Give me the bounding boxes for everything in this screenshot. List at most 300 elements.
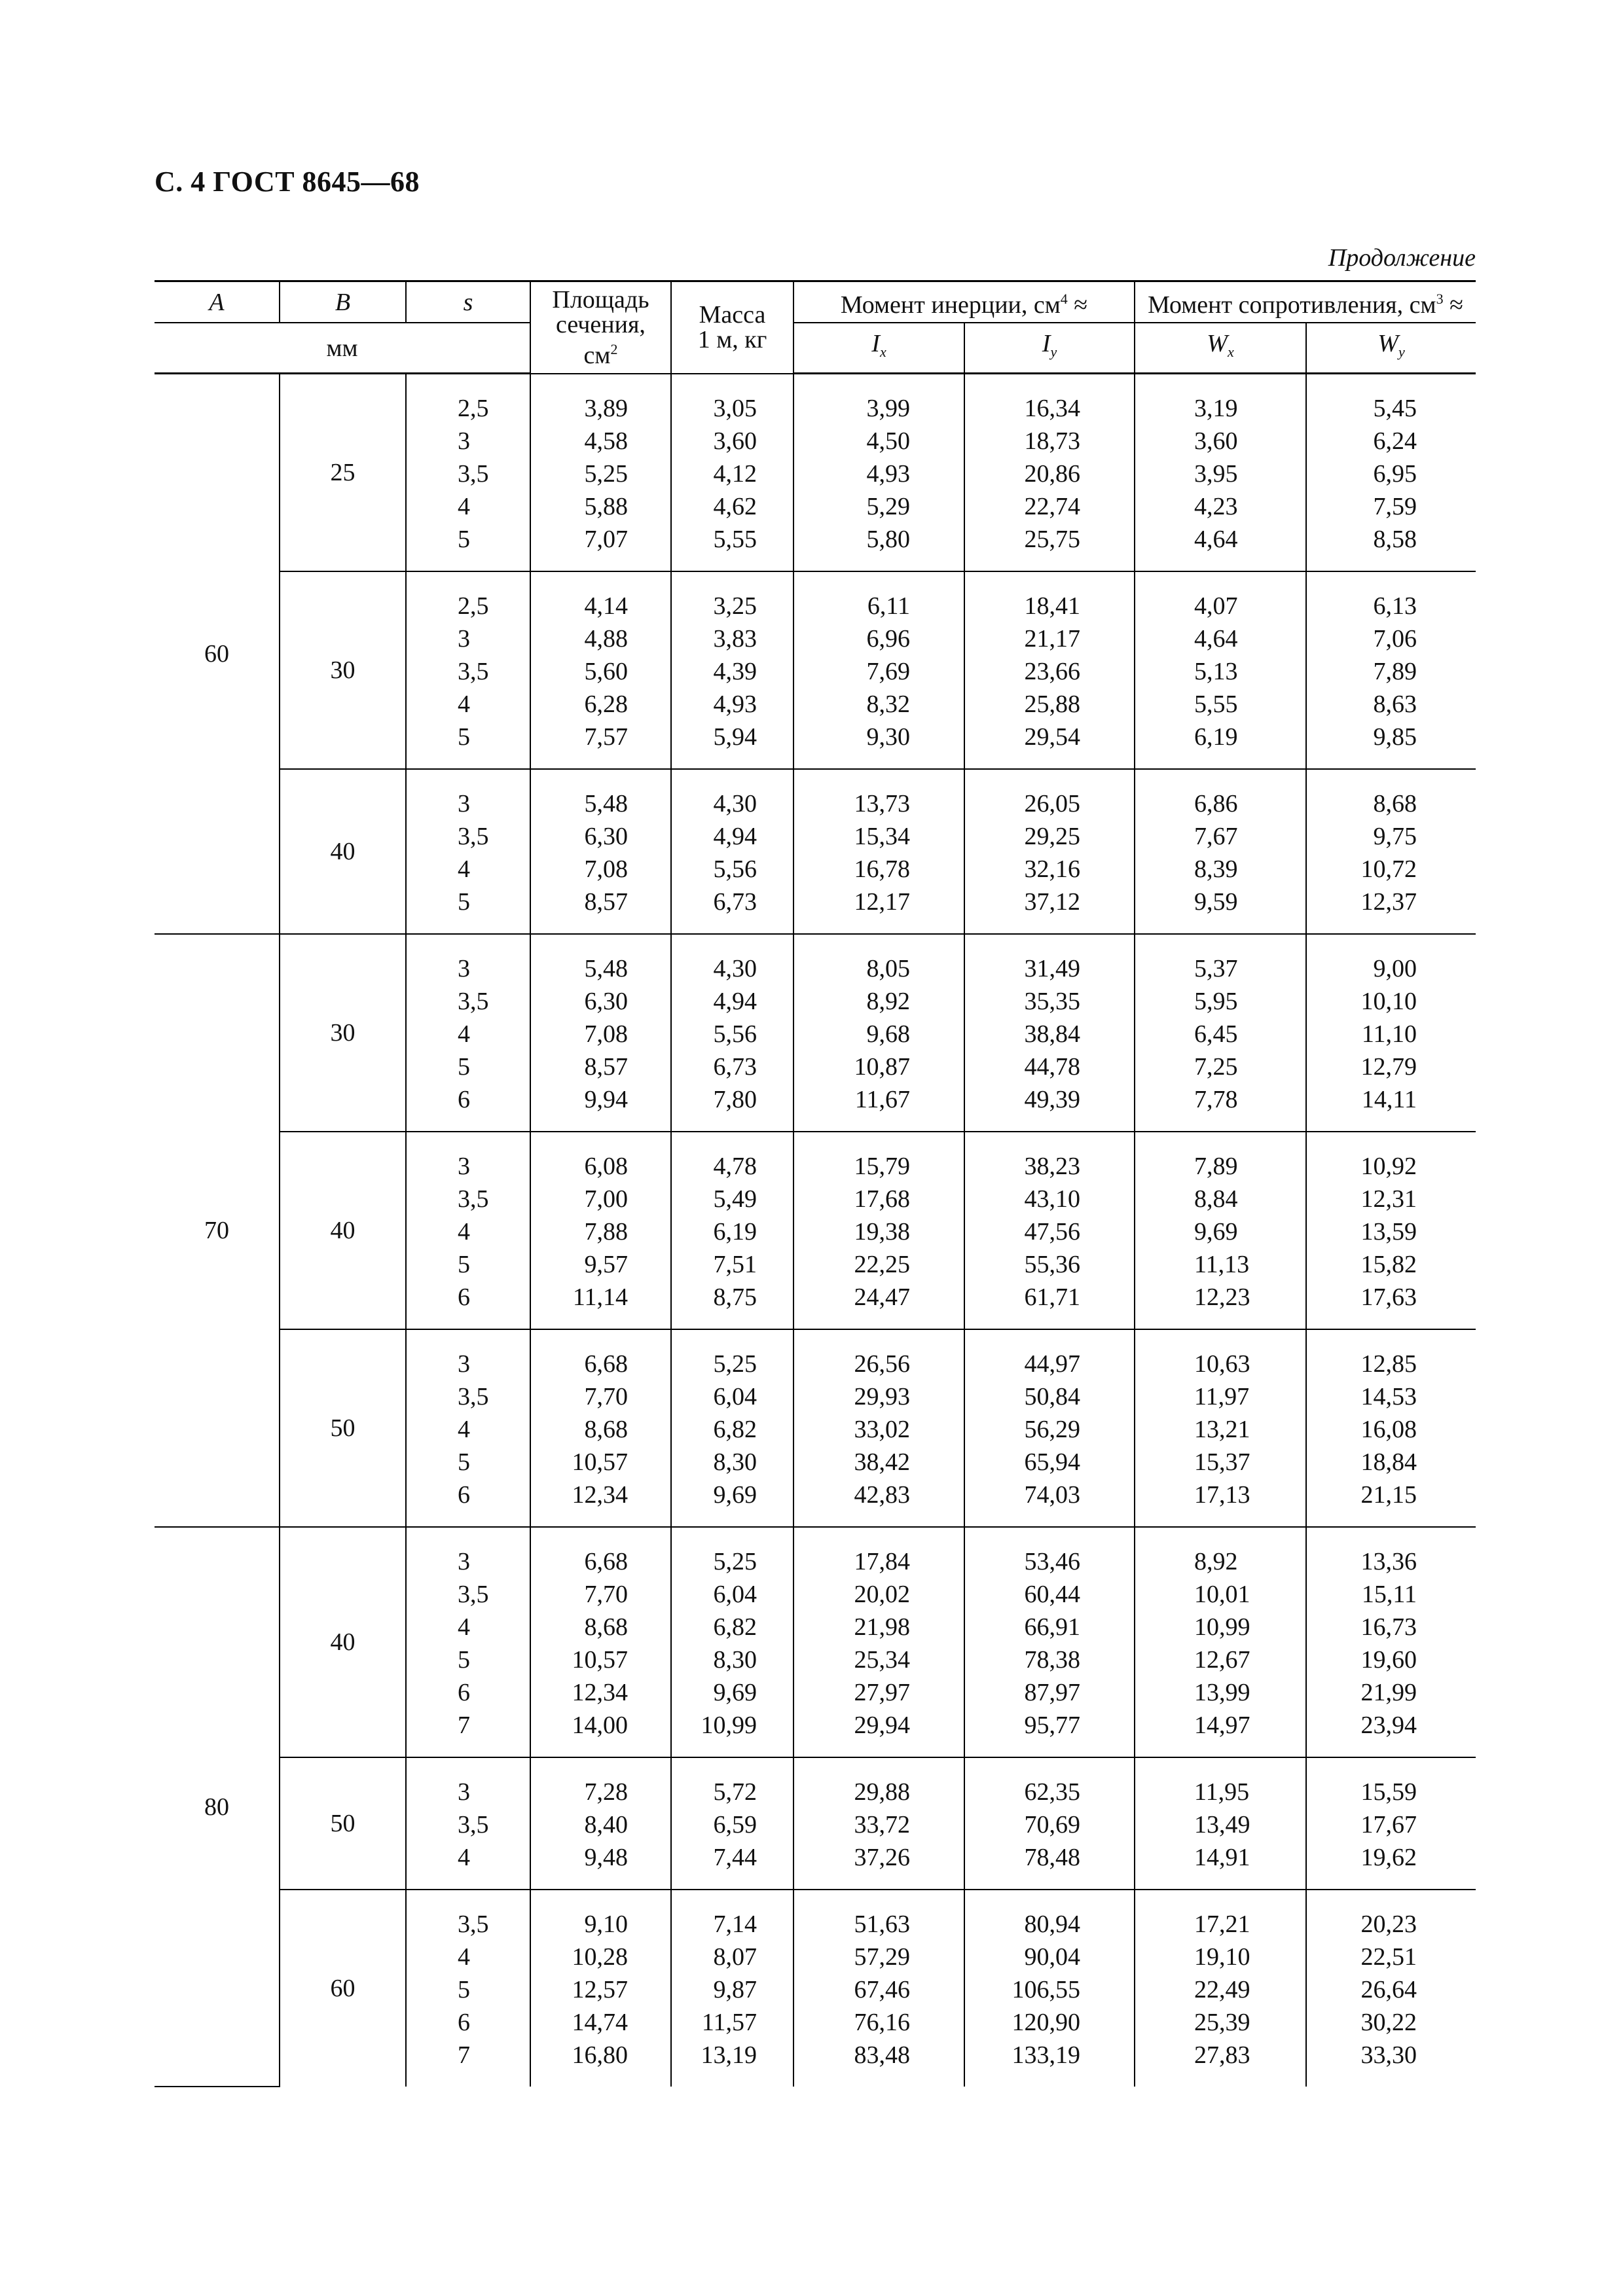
cell-value: 8,68 (584, 1613, 628, 1641)
cell-value: 10,99 (1194, 1613, 1250, 1641)
cell-b: 30 (280, 934, 406, 1132)
cell-value: 6,30 (584, 988, 628, 1015)
table-row-group (155, 1329, 1476, 1527)
cell-value: 3,5 (458, 1581, 489, 1608)
cell-area (530, 1890, 671, 2087)
header-resistance-suffix: ≈ (1443, 291, 1463, 319)
cell-wy (1306, 571, 1476, 769)
cell-value: 7,89 (1194, 1153, 1238, 1180)
cell-value: 120,90 (1012, 2009, 1081, 2036)
cell-value: 7,89 (1373, 658, 1417, 685)
cell-value: 25,34 (854, 1646, 910, 1674)
cell-area (530, 769, 671, 934)
cell-value: 6,30 (584, 823, 628, 850)
cell-value: 16,80 (572, 2041, 628, 2069)
cell-value: 7 (458, 2041, 470, 2069)
header-units: мм (155, 323, 530, 374)
cell-value: 13,59 (1360, 1218, 1417, 1246)
cell-value: 9,69 (713, 1481, 757, 1509)
cell-value: 4,12 (713, 459, 757, 488)
cell-value: 9,59 (1194, 888, 1238, 916)
cell-value: 14,00 (572, 1712, 628, 1739)
cell-value: 22,74 (1024, 493, 1081, 520)
cell-value: 13,99 (1194, 1679, 1250, 1706)
cell-value: 35,35 (1024, 988, 1081, 1015)
cell-s (406, 374, 530, 572)
cell-value: 7,70 (584, 1383, 628, 1410)
cell-value: 9,87 (713, 1976, 757, 2003)
cell-value: 66,91 (1024, 1613, 1081, 1641)
continuation-label: Продолжение (1328, 244, 1476, 272)
cell-value: 15,37 (1194, 1448, 1250, 1476)
cell-value: 5,80 (866, 526, 910, 553)
cell-area (530, 1757, 671, 1890)
cell-value: 62,35 (1024, 1778, 1081, 1806)
cell-value: 10,01 (1194, 1581, 1250, 1608)
cell-value: 14,91 (1194, 1844, 1250, 1871)
cell-value: 3 (458, 1153, 470, 1180)
cell-iy (964, 571, 1135, 769)
cell-value: 3,5 (458, 1185, 489, 1213)
cell-value: 12,79 (1360, 1053, 1417, 1081)
header-wx-sub: x (1227, 344, 1234, 360)
cell-mass (671, 1132, 793, 1329)
cell-value: 78,38 (1024, 1646, 1081, 1674)
header-area-exp: 2 (610, 340, 618, 357)
cell-value: 95,77 (1024, 1712, 1081, 1739)
cell-value: 15,34 (854, 823, 910, 850)
cell-value: 5,25 (713, 1350, 757, 1378)
cell-value: 8,07 (713, 1943, 757, 1971)
cell-value: 19,60 (1360, 1646, 1417, 1674)
table-row-group (155, 1890, 1476, 2087)
cell-ix (793, 769, 964, 934)
cell-s (406, 571, 530, 769)
cell-value: 17,67 (1360, 1811, 1417, 1839)
cell-value: 8,32 (866, 691, 910, 718)
cell-value: 12,23 (1194, 1283, 1250, 1311)
cell-b: 60 (280, 1890, 406, 2087)
cell-value: 33,02 (854, 1416, 910, 1443)
cell-value: 25,39 (1194, 2009, 1250, 2036)
cell-value: 60,44 (1024, 1581, 1081, 1608)
cell-value: 11,13 (1194, 1251, 1250, 1278)
cell-value: 29,93 (854, 1383, 910, 1410)
cell-value: 8,57 (584, 888, 628, 916)
table-row-group (155, 769, 1476, 934)
cell-s (406, 1132, 530, 1329)
cell-value: 17,63 (1360, 1283, 1417, 1311)
header-wy-symbol: W (1377, 330, 1398, 357)
cell-value: 4,39 (713, 658, 757, 685)
cell-value: 13,36 (1360, 1548, 1417, 1575)
cell-value: 4,94 (713, 988, 757, 1015)
cell-area (530, 934, 671, 1132)
cell-wy (1306, 1890, 1476, 2087)
cell-value: 12,57 (572, 1976, 628, 2003)
cell-value: 5,72 (713, 1778, 757, 1806)
cell-value: 7,00 (584, 1185, 628, 1213)
cell-value: 6 (458, 1086, 470, 1113)
cell-value: 37,12 (1024, 888, 1081, 916)
cell-value: 9,00 (1373, 955, 1417, 982)
cell-mass (671, 571, 793, 769)
cell-value: 4 (458, 691, 470, 718)
cell-value: 4,78 (713, 1153, 757, 1180)
cell-value: 70,69 (1024, 1811, 1081, 1839)
cell-value: 4,58 (584, 427, 628, 455)
cell-value: 12,85 (1360, 1350, 1417, 1378)
cell-value: 6,04 (713, 1581, 757, 1608)
cell-value: 5,49 (713, 1185, 757, 1213)
cell-value: 12,34 (572, 1481, 628, 1509)
cell-value: 74,03 (1024, 1481, 1081, 1509)
cell-value: 3 (458, 625, 470, 653)
cell-wx (1135, 571, 1306, 769)
cell-value: 5,88 (584, 492, 628, 520)
cell-value: 16,73 (1360, 1613, 1417, 1641)
cell-value: 7,78 (1194, 1086, 1238, 1113)
cell-value: 11,10 (1361, 1020, 1417, 1048)
header-resistance-label: Момент сопротивления, см (1148, 291, 1436, 319)
cell-value: 16,78 (854, 855, 910, 883)
cell-value: 4,30 (713, 955, 757, 982)
table-row-group (155, 934, 1476, 1132)
cell-value: 7,88 (584, 1218, 628, 1246)
cell-wx (1135, 374, 1306, 572)
header-iy-symbol: I (1042, 330, 1051, 357)
cell-value: 11,97 (1194, 1383, 1250, 1410)
cell-value: 6,11 (867, 592, 910, 620)
cell-value: 3 (458, 1350, 470, 1378)
cell-value: 8,84 (1194, 1185, 1238, 1213)
header-wy-sub: y (1398, 344, 1405, 360)
cell-value: 29,88 (854, 1778, 910, 1806)
cell-value: 26,56 (854, 1350, 910, 1378)
cell-value: 133,19 (1012, 2041, 1081, 2069)
page-header: С. 4 ГОСТ 8645—68 (155, 166, 420, 198)
cell-value: 5,25 (713, 1548, 757, 1575)
cell-value: 5,48 (584, 955, 628, 982)
cell-value: 90,04 (1024, 1943, 1081, 1971)
cell-iy (964, 934, 1135, 1132)
cell-area (530, 374, 671, 572)
cell-value: 9,30 (866, 723, 910, 751)
cell-value: 5,37 (1194, 955, 1238, 982)
cell-value: 8,63 (1373, 691, 1417, 718)
cell-value: 7,08 (584, 1020, 628, 1048)
cell-value: 7,25 (1194, 1053, 1238, 1081)
cell-ix (793, 1527, 964, 1757)
header-mass (671, 281, 793, 374)
cell-value: 7,69 (866, 658, 910, 685)
cell-value: 7,14 (713, 1910, 757, 1938)
cell-wy (1306, 1329, 1476, 1527)
cell-value: 11,57 (701, 2009, 757, 2036)
header-inertia-suffix: ≈ (1067, 291, 1088, 319)
cell-value: 5 (458, 1251, 470, 1278)
cell-iy (964, 1132, 1135, 1329)
cell-value: 6 (458, 1283, 470, 1311)
cell-value: 9,69 (713, 1679, 757, 1706)
cell-wx (1135, 1757, 1306, 1890)
cell-b: 40 (280, 769, 406, 934)
cell-wx (1135, 1527, 1306, 1757)
cell-value: 4,94 (713, 823, 757, 850)
header-ix (793, 323, 964, 374)
cell-value: 15,82 (1360, 1251, 1417, 1278)
table-row-group (155, 571, 1476, 769)
cell-value: 12,34 (572, 1679, 628, 1706)
cell-value: 10,57 (572, 1448, 628, 1476)
cell-wx (1135, 934, 1306, 1132)
cell-value: 53,46 (1024, 1548, 1081, 1575)
cell-value: 12,37 (1360, 888, 1417, 916)
cell-value: 9,85 (1373, 723, 1417, 751)
cell-value: 106,55 (1012, 1976, 1081, 2003)
cell-value: 3,5 (458, 1910, 489, 1938)
cell-value: 3 (458, 790, 470, 817)
table-header (155, 281, 1476, 374)
cell-value: 2,5 (458, 592, 489, 620)
cell-value: 21,99 (1360, 1679, 1417, 1706)
cell-value: 3,5 (458, 1811, 489, 1839)
cell-value: 78,48 (1024, 1844, 1081, 1871)
cell-value: 32,16 (1024, 855, 1081, 883)
cell-value: 6 (458, 1481, 470, 1509)
cell-b: 50 (280, 1757, 406, 1890)
cell-value: 10,87 (854, 1053, 910, 1081)
cell-value: 7,44 (713, 1844, 757, 1871)
cell-value: 65,94 (1024, 1448, 1081, 1476)
header-a: A (155, 281, 280, 323)
cell-value: 4,23 (1194, 493, 1238, 520)
cell-value: 3 (458, 427, 470, 455)
cell-value: 83,48 (854, 2041, 910, 2069)
cell-value: 80,94 (1024, 1910, 1081, 1938)
cell-value: 8,68 (1373, 790, 1417, 817)
table-row-group (155, 1757, 1476, 1890)
cell-value: 4 (458, 1844, 470, 1871)
cell-iy (964, 1527, 1135, 1757)
cell-iy (964, 769, 1135, 934)
cell-value: 38,23 (1024, 1153, 1081, 1180)
cell-value: 7,80 (713, 1086, 757, 1113)
cell-value: 14,53 (1360, 1383, 1417, 1410)
cell-value: 6,82 (713, 1416, 757, 1443)
header-mass-label: Масса (699, 301, 766, 329)
cell-mass (671, 1757, 793, 1890)
cell-value: 38,42 (854, 1448, 910, 1476)
cell-iy (964, 1329, 1135, 1527)
cell-value: 6 (458, 2009, 470, 2036)
cell-value: 14,97 (1194, 1712, 1250, 1739)
table-body (155, 374, 1476, 2087)
cell-value: 10,10 (1360, 988, 1417, 1015)
cell-value: 7,28 (584, 1778, 628, 1806)
cell-value: 5,29 (866, 493, 910, 520)
cell-value: 22,49 (1194, 1976, 1250, 2003)
cell-value: 3,60 (1194, 427, 1238, 455)
cell-value: 5 (458, 1448, 470, 1476)
cell-value: 29,25 (1024, 823, 1081, 850)
cell-area (530, 571, 671, 769)
cell-wy (1306, 1132, 1476, 1329)
cell-iy (964, 1890, 1135, 2087)
cell-value: 6,08 (584, 1153, 628, 1180)
cell-value: 4,93 (866, 460, 910, 488)
header-ix-symbol: I (871, 330, 880, 357)
cell-value: 6,24 (1373, 427, 1417, 455)
cell-b: 50 (280, 1329, 406, 1527)
cell-value: 5 (458, 526, 470, 553)
table-row-group (155, 1132, 1476, 1329)
cell-value: 9,10 (584, 1910, 628, 1938)
cell-value: 4 (458, 855, 470, 883)
cell-value: 4 (458, 1020, 470, 1048)
cell-value: 6,73 (713, 888, 757, 916)
cell-value: 13,49 (1194, 1811, 1250, 1839)
cell-value: 57,29 (854, 1943, 910, 1971)
cell-value: 3,5 (458, 823, 489, 850)
cell-iy (964, 374, 1135, 572)
cell-value: 18,73 (1024, 427, 1081, 455)
header-iy (964, 323, 1135, 374)
cell-s (406, 1527, 530, 1757)
cell-value: 6,04 (713, 1383, 757, 1410)
cell-value: 14,74 (572, 2009, 628, 2036)
cell-value: 5 (458, 888, 470, 916)
cell-area (530, 1132, 671, 1329)
cell-value: 7,70 (584, 1581, 628, 1608)
cell-s (406, 1890, 530, 2087)
cell-value: 33,30 (1360, 2041, 1417, 2069)
cell-mass (671, 1890, 793, 2087)
cell-value: 4,14 (584, 592, 628, 620)
header-wy (1306, 323, 1476, 374)
cell-value: 5,55 (1194, 691, 1238, 718)
cell-value: 4,64 (1194, 526, 1238, 553)
table-row-group (155, 1527, 1476, 1757)
cell-value: 3,5 (458, 658, 489, 685)
cell-mass (671, 1329, 793, 1527)
cell-value: 56,29 (1024, 1416, 1081, 1443)
cell-value: 6,73 (713, 1053, 757, 1081)
cell-value: 18,84 (1360, 1448, 1417, 1476)
cell-mass (671, 769, 793, 934)
cell-value: 6,96 (866, 625, 910, 653)
cell-value: 22,51 (1360, 1943, 1417, 1971)
cell-value: 3,83 (713, 625, 757, 653)
header-iy-sub: y (1050, 344, 1057, 360)
cell-value: 37,26 (854, 1844, 910, 1871)
cell-value: 4,64 (1194, 625, 1238, 653)
cell-value: 21,17 (1024, 625, 1081, 653)
cell-value: 87,97 (1024, 1679, 1081, 1706)
cell-wx (1135, 1890, 1306, 2087)
header-area-label: Площадь сечения, (552, 285, 649, 338)
header-b: B (280, 281, 406, 323)
cell-value: 6,95 (1373, 460, 1417, 488)
cell-value: 25,88 (1024, 691, 1081, 718)
cell-value: 17,68 (854, 1185, 910, 1213)
cell-value: 42,83 (854, 1481, 910, 1509)
cell-value: 11,67 (854, 1086, 910, 1113)
cell-mass (671, 1527, 793, 1757)
cell-value: 5 (458, 723, 470, 751)
cell-value: 8,30 (713, 1646, 757, 1674)
cell-value: 6,59 (713, 1811, 757, 1839)
cell-value: 10,28 (572, 1943, 628, 1971)
cell-value: 7,06 (1373, 625, 1417, 653)
cell-value: 9,75 (1373, 823, 1417, 850)
cell-value: 27,97 (854, 1679, 910, 1706)
cell-value: 8,39 (1194, 855, 1238, 883)
cell-value: 8,68 (584, 1416, 628, 1443)
cell-value: 25,75 (1024, 526, 1081, 553)
cell-value: 7,08 (584, 855, 628, 883)
cell-value: 38,84 (1024, 1020, 1081, 1048)
cell-value: 3,25 (713, 592, 757, 620)
header-inertia (793, 281, 1135, 323)
cell-value: 5,56 (713, 1020, 757, 1048)
cell-value: 15,59 (1360, 1778, 1417, 1806)
cell-value: 4,93 (713, 691, 757, 718)
cell-value: 17,84 (854, 1548, 910, 1575)
cell-value: 8,05 (866, 955, 910, 982)
cell-wy (1306, 934, 1476, 1132)
cell-value: 15,11 (1361, 1581, 1417, 1608)
cell-s (406, 934, 530, 1132)
cell-value: 23,94 (1360, 1712, 1417, 1739)
cell-value: 61,71 (1024, 1283, 1081, 1311)
cell-value: 3,60 (713, 427, 757, 455)
cell-b: 40 (280, 1132, 406, 1329)
cell-mass (671, 934, 793, 1132)
cell-ix (793, 1890, 964, 2087)
cell-value: 9,69 (1194, 1218, 1238, 1246)
cell-area (530, 1329, 671, 1527)
header-wx-symbol: W (1207, 330, 1228, 357)
cell-value: 21,98 (854, 1613, 910, 1641)
cell-value: 43,10 (1024, 1185, 1081, 1213)
cell-ix (793, 1757, 964, 1890)
cell-value: 12,31 (1360, 1185, 1417, 1213)
cell-value: 33,72 (854, 1811, 910, 1839)
cell-value: 10,63 (1194, 1350, 1250, 1378)
header-inertia-exp: 4 (1060, 291, 1068, 307)
cell-value: 10,57 (572, 1646, 628, 1674)
cell-value: 6,82 (713, 1613, 757, 1641)
header-s: s (406, 281, 530, 323)
cell-value: 11,14 (572, 1283, 628, 1311)
cell-value: 3,95 (1194, 460, 1238, 488)
cell-value: 4 (458, 1613, 470, 1641)
cell-value: 9,48 (584, 1844, 628, 1871)
cell-value: 50,84 (1024, 1383, 1081, 1410)
cell-area (530, 1527, 671, 1757)
header-wx (1135, 323, 1306, 374)
cell-value: 8,58 (1373, 526, 1417, 553)
cell-value: 4,62 (713, 492, 757, 520)
cell-mass (671, 374, 793, 572)
header-ix-sub: x (879, 344, 886, 360)
header-inertia-label: Момент инерции, см (840, 291, 1061, 319)
cell-value: 6,19 (713, 1218, 757, 1246)
cell-a: 60 (155, 374, 280, 935)
cell-value: 30,22 (1360, 2009, 1417, 2036)
cell-value: 17,21 (1194, 1910, 1250, 1938)
